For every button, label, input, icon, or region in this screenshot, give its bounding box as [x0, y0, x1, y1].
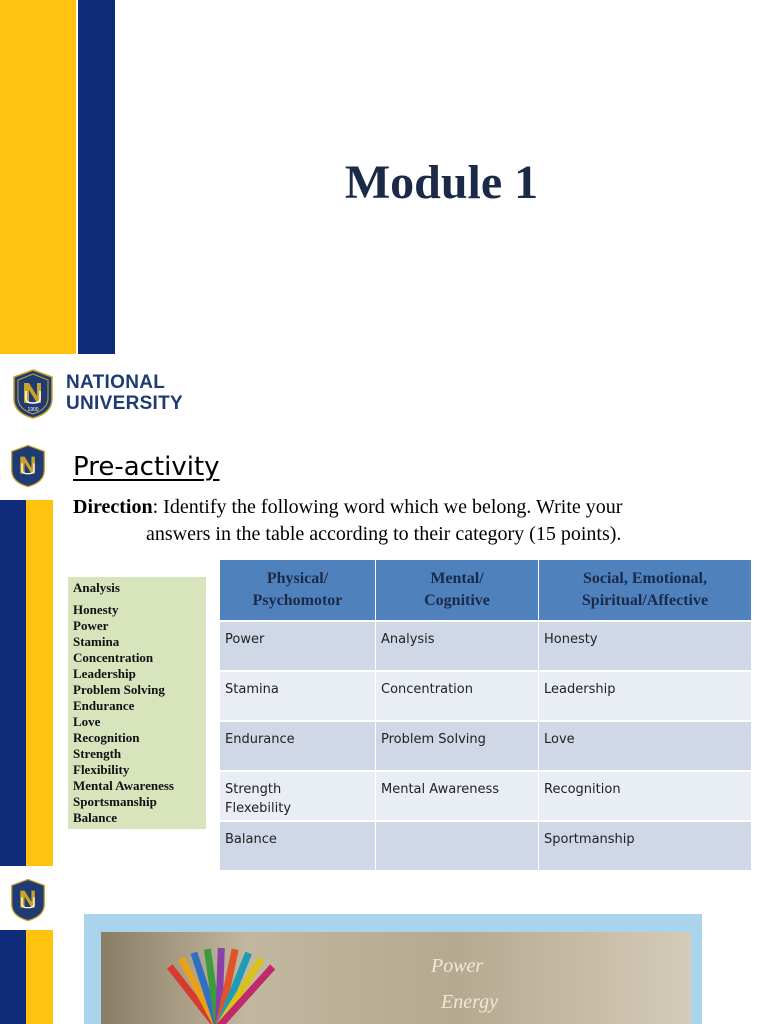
photo-word-power: Power: [431, 955, 484, 977]
table-cell: [376, 821, 539, 871]
table-cell: Balance: [220, 821, 376, 871]
word-item: Endurance: [73, 698, 135, 713]
header-physical: Physical/ Psychomotor: [220, 560, 376, 622]
category-table: [219, 559, 752, 871]
word-item: Love: [73, 714, 101, 729]
wordmark-line1: NATIONAL: [66, 372, 166, 393]
word-item: Balance: [73, 810, 118, 825]
slide1-yellow-stripe: [0, 0, 76, 354]
direction-label: Direction: [73, 496, 153, 518]
slide2-blue-stripe: [0, 500, 26, 866]
slide2-yellow-stripe: [26, 500, 53, 866]
direction-line2: answers in the table according to their category (15 points).: [146, 523, 622, 545]
word-item: Leadership: [73, 666, 136, 681]
direction-text: [73, 494, 763, 548]
pencils-photo: [101, 932, 691, 1024]
slide3-blue-stripe: [0, 930, 26, 1024]
table-row: [220, 621, 752, 671]
word-item: Flexibility: [73, 762, 130, 777]
word-item: Concentration: [73, 650, 154, 665]
table-cell: Strength Flexebility: [220, 771, 376, 821]
table-row: [220, 721, 752, 771]
table-cell: Love: [539, 721, 752, 771]
word-list-box: [68, 577, 206, 829]
header-mental: Mental/ Cognitive: [376, 560, 539, 622]
word-item: Problem Solving: [73, 682, 165, 697]
header-social: Social, Emotional, Spiritual/Affective: [539, 560, 752, 622]
crest-year: 1900: [27, 407, 39, 413]
table-cell: Recognition: [539, 771, 752, 821]
table-cell: Stamina: [220, 671, 376, 721]
table-row: [220, 821, 752, 871]
university-crest-icon: [12, 369, 54, 419]
slide1-blue-stripe: [78, 0, 115, 354]
preactivity-heading: Pre-activity: [73, 452, 220, 482]
table-cell: Concentration: [376, 671, 539, 721]
photo-word-energy: Energy: [441, 991, 499, 1013]
table-cell: Honesty: [539, 621, 752, 671]
table-cell: Sportmanship: [539, 821, 752, 871]
table-cell: Endurance: [220, 721, 376, 771]
table-cell: Mental Awareness: [376, 771, 539, 821]
word-item: Strength: [73, 746, 122, 761]
wordmark-line2: UNIVERSITY: [66, 393, 184, 414]
word-item: Sportsmanship: [73, 794, 157, 809]
table-cell: Leadership: [539, 671, 752, 721]
pencils-illustration: [101, 932, 691, 1024]
table-cell: Problem Solving: [376, 721, 539, 771]
word-item: Power: [73, 618, 109, 633]
slide1-title: Module 1: [344, 156, 539, 209]
table-row: [220, 671, 752, 721]
direction-line1: : Identify the following word which we belong. Write your: [152, 496, 623, 518]
table-header-row: [220, 560, 752, 622]
slide3-crest-icon: [10, 878, 46, 922]
table-cell: Power: [220, 621, 376, 671]
table-cell: Analysis: [376, 621, 539, 671]
slide2-crest-icon: [10, 444, 46, 488]
word-item: Stamina: [73, 634, 120, 649]
word-item: Analysis: [73, 580, 120, 595]
university-wordmark: [66, 372, 183, 414]
word-item: Recognition: [73, 730, 140, 745]
word-item: Honesty: [73, 602, 119, 617]
slide3-yellow-stripe: [26, 930, 53, 1024]
word-item: Mental Awareness: [73, 778, 174, 793]
table-row: [220, 771, 752, 821]
